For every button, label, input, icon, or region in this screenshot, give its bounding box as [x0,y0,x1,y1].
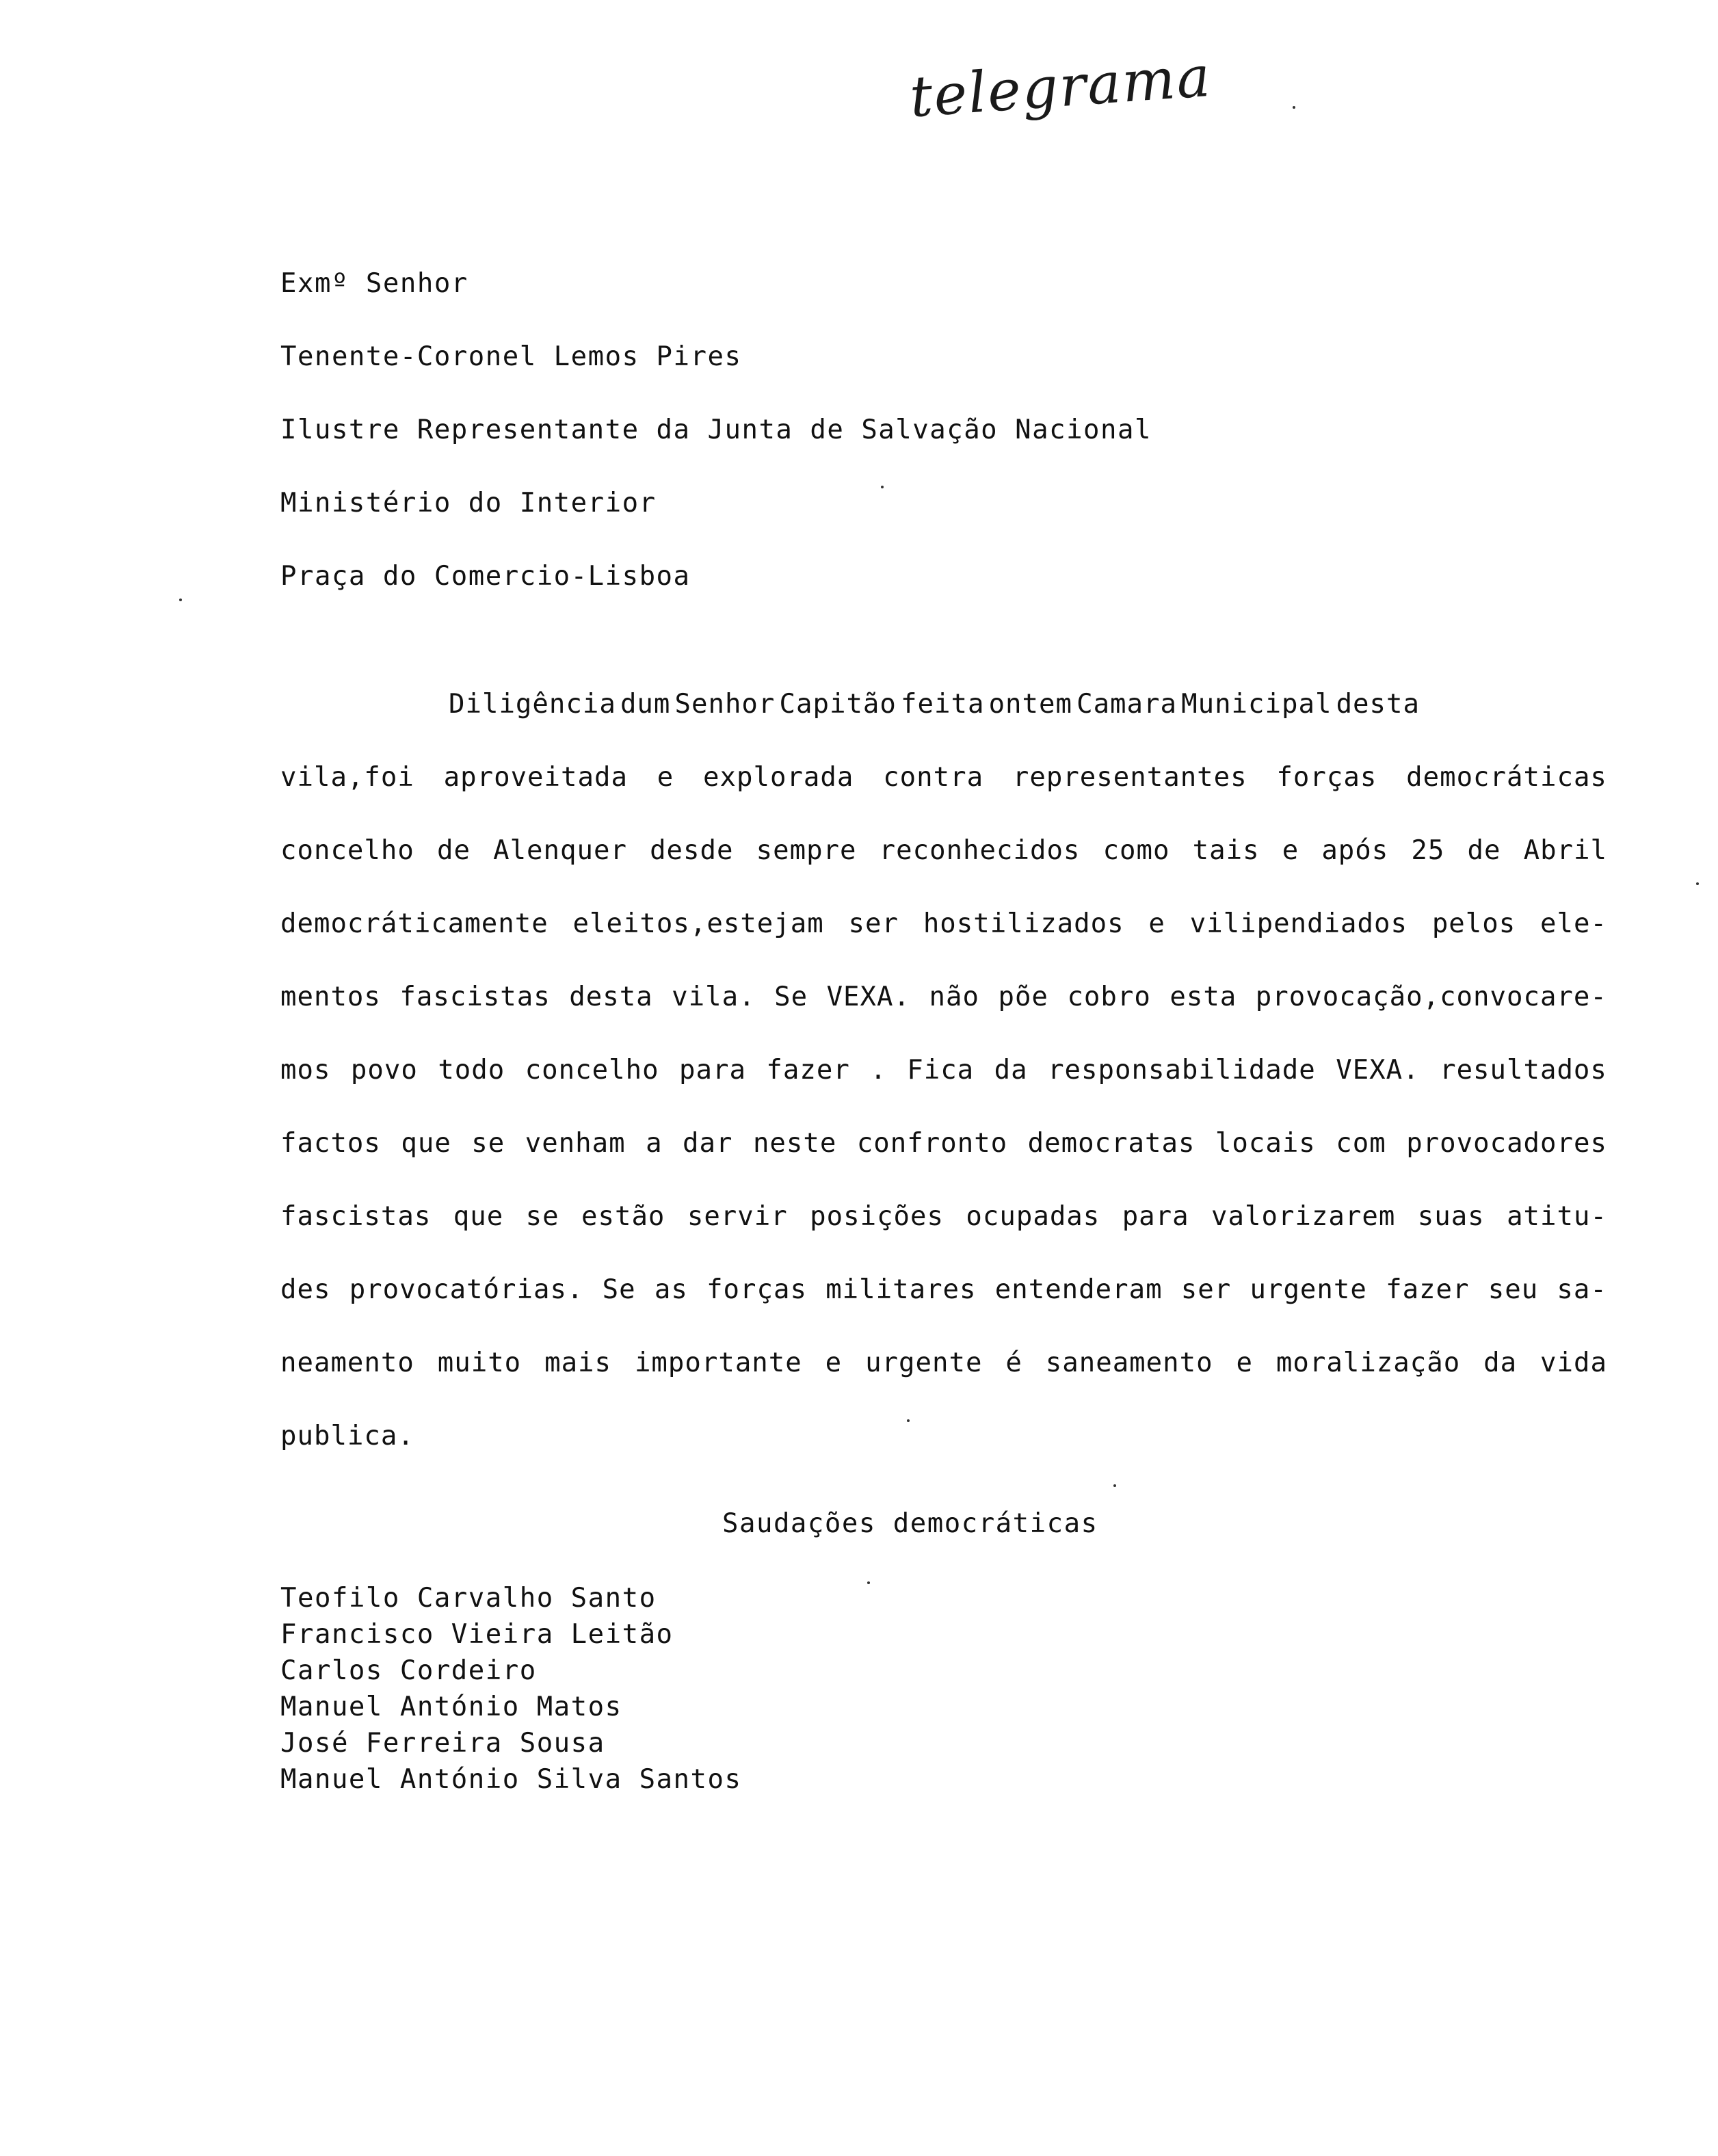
body-word: pelos [1431,908,1516,939]
body-word: da [994,1055,1028,1086]
body-word: desde [650,835,734,866]
recipient-address: Praça do Comercio-Lisboa [280,561,691,592]
body-word: ser [1180,1274,1232,1305]
recipient-institution: Ministério do Interior [280,488,657,518]
body-word: com [1336,1128,1386,1159]
body-word: ele- [1540,908,1607,939]
body-word: responsabilidade [1048,1055,1316,1086]
signatory-list [280,1580,741,1798]
signatory-name: José Ferreira Sousa [280,1728,605,1759]
body-word: entenderam [994,1274,1163,1305]
body-word: vila. [672,982,756,1012]
body-word: vilipendiados [1189,908,1408,939]
body-word: a [646,1128,663,1159]
body-word: des [280,1274,331,1305]
body-word: democráticas [1406,762,1607,793]
recipient-title: Ilustre Representante da Junta de Salvação Nacional [280,415,1152,445]
body-line [280,837,1607,864]
body-word: Diligência [449,689,616,720]
body-word: democráticamente [280,908,549,939]
body-word: como [1102,835,1170,866]
body-word: que [401,1128,451,1159]
body-word: mais [544,1348,612,1378]
body-word: publica. [280,1421,414,1451]
body-word: Senhor [674,689,776,720]
body-word: provocação,convocare- [1255,982,1607,1012]
body-word: Municipal [1181,689,1332,720]
body-line [280,910,1607,937]
body-word: para [1122,1201,1189,1232]
body-word: Se [774,982,808,1012]
body-word: provocadores [1406,1128,1607,1159]
body-word: vida [1540,1348,1607,1378]
closing-salutation: Saudações democráticas [722,1508,1098,1539]
body-line [280,1276,1607,1303]
body-line [280,1423,1607,1449]
body-word: militares [825,1274,977,1305]
body-word: saneamento [1045,1348,1213,1378]
body-line [280,764,1607,791]
body-word: ser [848,908,899,939]
body-word: dar [683,1128,733,1159]
body-word: VEXA. [1336,1055,1420,1086]
body-word: sempre [756,835,857,866]
body-word: fazer [766,1055,850,1086]
body-word: e [1236,1348,1253,1378]
body-word: Alenquer [493,835,627,866]
body-word: e [657,762,674,793]
body-line [280,1350,1607,1376]
body-word: se [525,1201,559,1232]
body-word: factos [280,1128,381,1159]
body-word: vila,foi [280,762,414,793]
body-word: valorizarem [1211,1201,1396,1232]
body-word: 25 [1411,835,1445,866]
body-word: resultados [1440,1055,1607,1086]
body-word: forças [1276,762,1377,793]
body-word: fazer [1386,1274,1470,1305]
body-word: mentos [280,982,381,1012]
body-word: estão [581,1201,665,1232]
body-word: que [453,1201,504,1232]
body-word: explorada [703,762,854,793]
body-word: urgente [865,1348,983,1378]
body-word: povo [350,1055,418,1086]
body-word: forças [706,1274,807,1305]
body-word: importante [634,1348,802,1378]
body-word: desta [569,982,653,1012]
body-word: não [929,982,979,1012]
body-word: servir [687,1201,788,1232]
body-word: Fica [907,1055,975,1086]
body-word: ontem [988,689,1072,720]
body-word: feita [901,689,985,720]
body-word: muito [437,1348,522,1378]
scan-speck [179,599,182,601]
body-word: contra [883,762,984,793]
body-word: neamento [280,1348,414,1378]
scan-speck [881,486,884,488]
body-word: concelho [280,835,414,866]
body-word: se [471,1128,505,1159]
body-word: de [436,835,471,866]
body-word: fascistas [280,1201,432,1232]
body-word: é [1005,1348,1022,1378]
body-word: e [1282,835,1299,866]
body-word: eleitos,estejam [572,908,824,939]
body-word: posições [810,1201,944,1232]
body-line [280,1055,1607,1086]
scan-speck [1293,106,1295,109]
body-word: aproveitada [443,762,628,793]
body-word: moralização [1276,1348,1461,1378]
body-word: Abril [1523,835,1607,866]
body-word: dum [620,689,671,720]
body-word: Se [602,1274,636,1305]
body-word: atitu- [1507,1201,1607,1232]
body-word: representantes [1012,762,1247,793]
body-word: mos [280,1055,331,1086]
body-word: cobro [1067,982,1151,1012]
body-word: confronto [856,1128,1008,1159]
body-word: neste [752,1128,837,1159]
body-word: . [870,1055,887,1086]
body-word: hostilizados [923,908,1124,939]
body-word: desta [1336,689,1420,720]
body-word: VEXA. [826,982,910,1012]
body-word: concelho [525,1055,659,1086]
body-line [449,691,1420,718]
body-line [280,1130,1607,1157]
body-word: e [825,1348,843,1378]
body-word: sa- [1557,1274,1607,1305]
body-word: seu [1488,1274,1539,1305]
signatory-name: Teofilo Carvalho Santo [280,1583,657,1614]
signatory-name: Manuel António Silva Santos [280,1764,742,1795]
signatory-name: Francisco Vieira Leitão [280,1619,674,1650]
body-word: para [679,1055,746,1086]
body-word: ocupadas [966,1201,1100,1232]
signatory-name: Manuel António Matos [280,1692,622,1722]
body-word: Camara [1076,689,1177,720]
body-word: de [1467,835,1501,866]
recipient-name: Tenente-Coronel Lemos Pires [280,341,742,372]
recipient-salutation: Exmº Senhor [280,268,468,299]
scan-speck [1696,882,1699,885]
body-word: põe [998,982,1048,1012]
body-line [280,1203,1607,1230]
body-word: todo [438,1055,505,1086]
body-word: Capitão [779,689,897,720]
body-word: urgente [1250,1274,1367,1305]
body-word: da [1483,1348,1518,1378]
body-word: e [1148,908,1165,939]
scan-speck [867,1581,870,1584]
body-word: tais [1192,835,1260,866]
body-word: suas [1417,1201,1485,1232]
scan-speck [1113,1484,1116,1487]
body-word: fascistas [399,982,551,1012]
body-word: após [1321,835,1389,866]
body-word: venham [525,1128,626,1159]
body-word: as [654,1274,688,1305]
body-word: locais [1215,1128,1316,1159]
body-word: esta [1169,982,1237,1012]
body-line [280,984,1607,1010]
body-word: provocatórias. [349,1274,584,1305]
scan-speck [907,1419,910,1422]
body-word: reconhecidos [879,835,1081,866]
signatory-name: Carlos Cordeiro [280,1655,537,1686]
handwritten-annotation: telegrama [908,44,1214,131]
body-word: democratas [1027,1128,1195,1159]
